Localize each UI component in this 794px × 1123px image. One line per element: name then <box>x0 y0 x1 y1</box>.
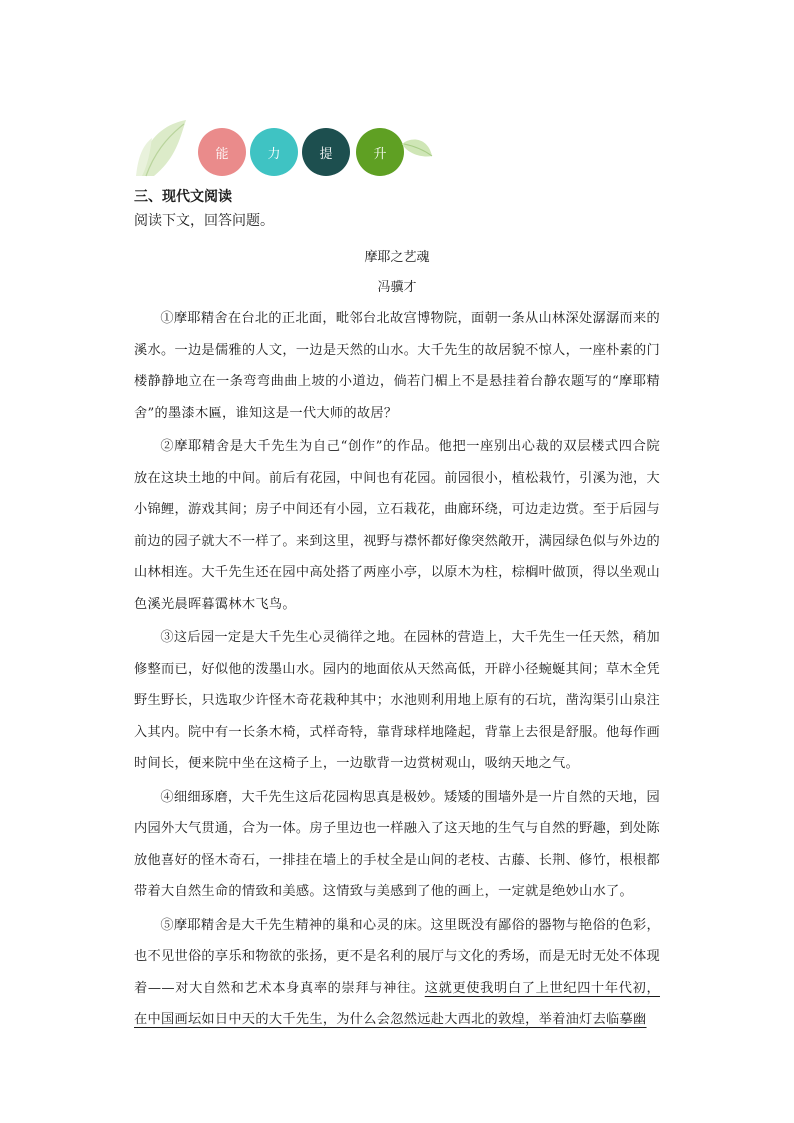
paragraph-3: ③这后园一定是大千先生心灵徜徉之地。在园林的营造上，大千先生一任天然，稍加修整而已，好似他的泼墨山水。园内的地面依从天然高低，开辟小径蜿蜒其间；草木全凭野生野长，只选取少许怪木奇花栽种其中；水池则利用地上原有的石坑，凿沟渠引山泉注入其内。院中有一长条木椅，式样奇特，靠背球样地隆起，背靠上去很是舒服。他每作画时间长，便来院中坐在这椅子上，一边歇背一边赏树观山，吸纳天地之气。 <box>134 630 661 771</box>
banner-char-3: 提 <box>302 128 350 176</box>
banner-char-4: 升 <box>356 128 404 176</box>
paragraph-5 <box>134 910 660 1036</box>
section-title: 三、现代文阅读 <box>134 189 232 205</box>
section-banner <box>136 118 436 178</box>
instruction-text: 阅读下文，回答问题。 <box>134 213 274 229</box>
article-body <box>134 303 660 1038</box>
leaf-decoration-icon <box>136 118 196 178</box>
paragraph-5-text: ⑤摩耶精舍是大千先生精神的巢和心灵的床。这里既没有鄙俗的器物与艳俗的色彩，也不见世俗的享乐和物欲的张扬，更不是名利的展厅与文化的秀场，而是无时无处不体现着——对大自然和艺术本身真率的崇拜与神往。 <box>134 917 661 996</box>
underlined-passage: 这就更使我明白了上世纪四十年代初，在中国画坛如日中天的大千先生，为什么会忽然远赴大西北的敦煌，举着油灯去临摹幽 <box>134 980 660 1027</box>
banner-char-2: 力 <box>250 128 298 176</box>
paragraph-1: ①摩耶精舍在台北的正北面，毗邻台北故宫博物院，面朝一条从山林深处潺潺而来的溪水。一边是儒雅的人文，一边是天然的山水。大千先生的故居貌不惊人，一座朴素的门楼静静地立在一条弯弯曲曲上坡的小道边，倘若门楣上不是悬挂着台静农题写的“摩耶精舍”的墨漆木匾，谁知这是一代大师的故居？ <box>134 311 661 421</box>
small-leaf-icon <box>402 136 434 162</box>
paragraph-4: ④细细琢磨，大千先生这后花园构思真是极妙。矮矮的围墙外是一片自然的天地，园内园外大气贯通，合为一体。房子里边也一样融入了这天地的生气与自然的野趣，到处陈放他喜好的怪木奇石，一排挂在墙上的手杖全是山间的老枝、古藤、长荆、修竹，根根都带着大自然生命的情致和美感。这情致与美感到了他的画上，一定就是绝妙山水了。 <box>134 789 661 899</box>
article-author: 冯骥才 <box>377 280 417 295</box>
article-title: 摩耶之艺魂 <box>364 250 430 265</box>
paragraph-2: ②摩耶精舍是大千先生为自己“创作”的作品。他把一座别出心裁的双层楼式四合院放在这块土地的中间。前后有花园，中间也有花园。前园很小，植松栽竹，引溪为池，大小锦鲤，游戏其间；房子中间还有小园，立石栽花，曲廊环绕，可边走边赏。至于后园与前边的园子就大不一样了。来到这里，视野与襟怀都好像突然敞开，满园绿色似与外边的山林相连。大千先生还在园中高处搭了两座小亭，以原木为柱，棕榈叶做顶，得以坐观山色溪光晨晖暮霭林木飞鸟。 <box>134 439 661 612</box>
banner-char-1: 能 <box>198 128 246 176</box>
